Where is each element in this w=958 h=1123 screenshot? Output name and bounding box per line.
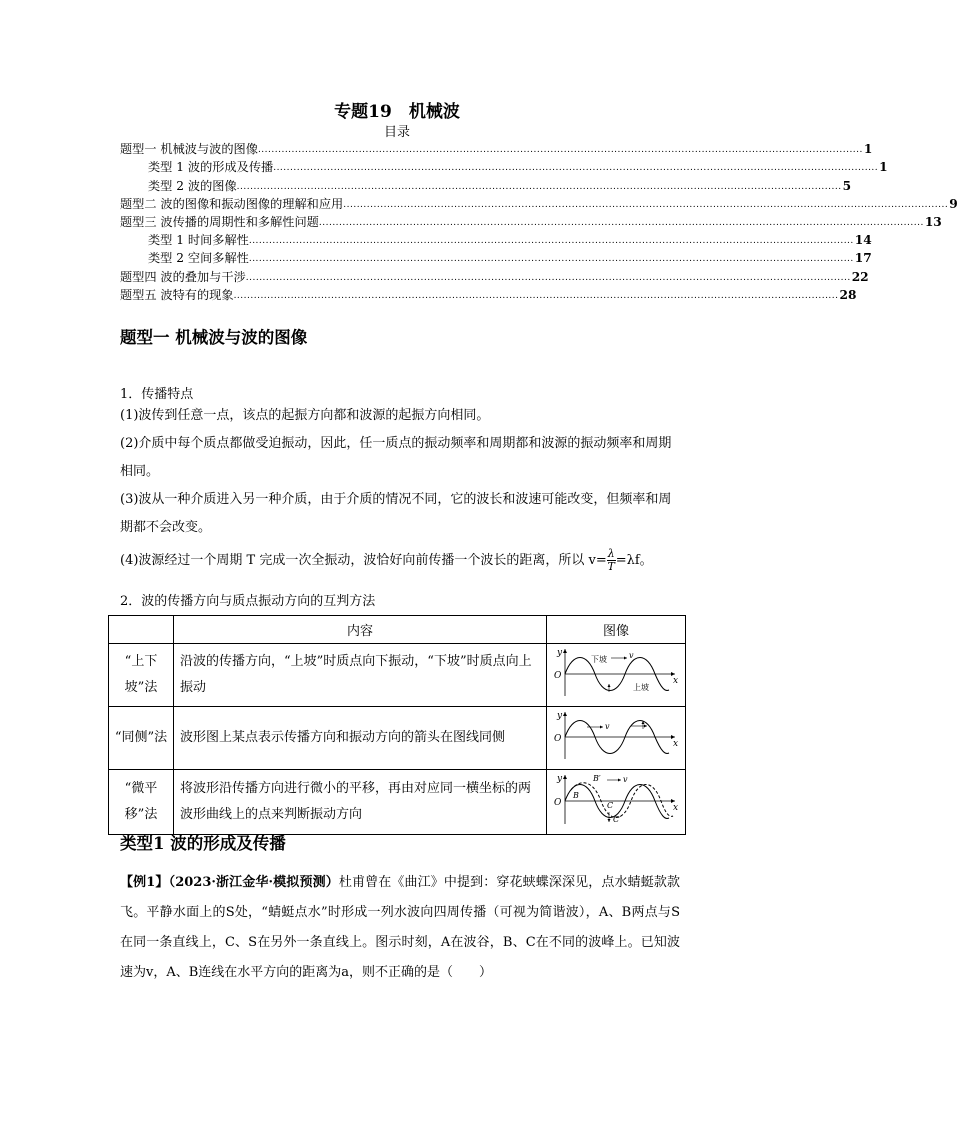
table-header: 图像 xyxy=(547,616,686,644)
table-of-contents xyxy=(120,139,958,303)
method-name: “同侧”法 xyxy=(109,707,174,770)
toc-entry[interactable]: 类型 1 波的形成及传播 .................................................................................................................................................................................... 1 xyxy=(148,160,888,175)
toc-entry[interactable]: 题型二 波的图像和振动图像的理解和应用 .................................................................................................................................................................................... 9 xyxy=(120,196,958,211)
svg-text:v: v xyxy=(629,651,634,660)
svg-text:v: v xyxy=(605,722,610,731)
wave-diagram-shift xyxy=(551,772,679,828)
svg-text:v: v xyxy=(623,775,628,784)
method-name: “上下坡”法 xyxy=(109,644,174,707)
svg-text:B′: B′ xyxy=(593,774,601,783)
method-figure xyxy=(547,644,686,707)
example-text: 杜甫曾在《曲江》中提到：穿花蛱蝶深深见，点水蜻蜓款款飞。平静水面上的S处，“蜻蜓点水”时形成一列水波向四周传播（可视为简谐波），A、B两点与S在同一条直线上，C、S在另外一条直线上。图示时刻，A在波谷，B、C在不同的波峰上。已知波速为v，A、B连线在水平方向的距离为a，则不正确的是（ ） xyxy=(120,875,681,980)
svg-text:O: O xyxy=(554,671,562,681)
paragraph: (2)介质中每个质点都做受迫振动，因此，任一质点的振动频率和周期都和波源的振动频率和周期相同。 xyxy=(120,436,672,479)
svg-text:x: x xyxy=(673,803,679,813)
svg-text:下坡: 下坡 xyxy=(591,655,607,664)
paragraph-formula: (4)波源经过一个周期 T 完成一次全振动，波恰好向前传播一个波长的距离，所以 v= $\frac{\lambda}{T}$ =λf。 xyxy=(120,547,653,573)
method-content: 沿波的传播方向，“上坡”时质点向下振动，“下坡”时质点向上振动 xyxy=(174,644,547,707)
svg-text:y: y xyxy=(557,774,563,784)
table-header xyxy=(109,616,174,644)
svg-text:C′: C′ xyxy=(613,815,621,824)
fraction-lambda-over-t: $\frac{\lambda}{T}$ xyxy=(607,547,615,573)
svg-text:x: x xyxy=(673,739,679,749)
toc-entry[interactable]: 题型四 波的叠加与干涉 .................................................................................................................................................................................... 22 xyxy=(120,269,869,284)
toc-entry[interactable]: 类型 2 空间多解性 .................................................................................................................................................................................... 17 xyxy=(148,251,872,266)
svg-text:O: O xyxy=(554,798,562,808)
example-tag: 【例1】 xyxy=(120,875,169,890)
subsection-heading: 类型1 波的形成及传播 xyxy=(120,834,286,853)
document-title: 专题19 机械波 xyxy=(334,102,460,122)
table-header: 内容 xyxy=(174,616,547,644)
method-content: 将波形沿传播方向进行微小的平移，再由对应同一横坐标的两波形曲线上的点来判断振动方向 xyxy=(174,770,547,835)
toc-heading: 目录 xyxy=(383,125,410,140)
example-problem xyxy=(120,868,680,988)
method-figure xyxy=(547,707,686,770)
wave-diagram-same-side xyxy=(551,709,679,763)
section-heading: 题型一 机械波与波的图像 xyxy=(120,328,308,347)
methods-table xyxy=(108,615,686,835)
toc-entry[interactable]: 类型 2 波的图像 .................................................................................................................................................................................... 5 xyxy=(148,178,852,193)
toc-entry[interactable]: 题型三 波传播的周期性和多解性问题 .................................................................................................................................................................................... 13 xyxy=(120,214,942,229)
method-figure xyxy=(547,770,686,835)
svg-text:x: x xyxy=(673,676,679,686)
svg-text:O: O xyxy=(554,734,562,744)
svg-text:y: y xyxy=(557,648,563,658)
paragraph: (3)波从一种介质进入另一种介质，由于介质的情况不同，它的波长和波速可能改变，但频率和周期都不会改变。 xyxy=(120,492,672,535)
svg-text:B: B xyxy=(573,791,579,800)
paragraph: (1)波传到任意一点，该点的起振方向都和波源的起振方向相同。 xyxy=(120,408,490,423)
toc-entry[interactable]: 类型 1 时间多解性 .................................................................................................................................................................................... 14 xyxy=(148,233,872,248)
point-title: 1．传播特点 xyxy=(120,387,194,402)
svg-text:y: y xyxy=(557,711,563,721)
wave-diagram-slope xyxy=(551,646,679,700)
svg-text:上坡: 上坡 xyxy=(633,683,649,692)
method-content: 波形图上某点表示传播方向和振动方向的箭头在图线同侧 xyxy=(174,707,547,770)
method-name: “微平移”法 xyxy=(109,770,174,835)
toc-entry[interactable]: 题型一 机械波与波的图像 .................................................................................................................................................................................... 1 xyxy=(120,142,873,157)
svg-text:C: C xyxy=(607,801,614,810)
toc-entry[interactable]: 题型五 波特有的现象 .................................................................................................................................................................................... 28 xyxy=(120,287,857,302)
point-title: 2．波的传播方向与质点振动方向的互判方法 xyxy=(120,594,376,609)
example-source: （2023·浙江金华·模拟预测） xyxy=(168,875,339,890)
